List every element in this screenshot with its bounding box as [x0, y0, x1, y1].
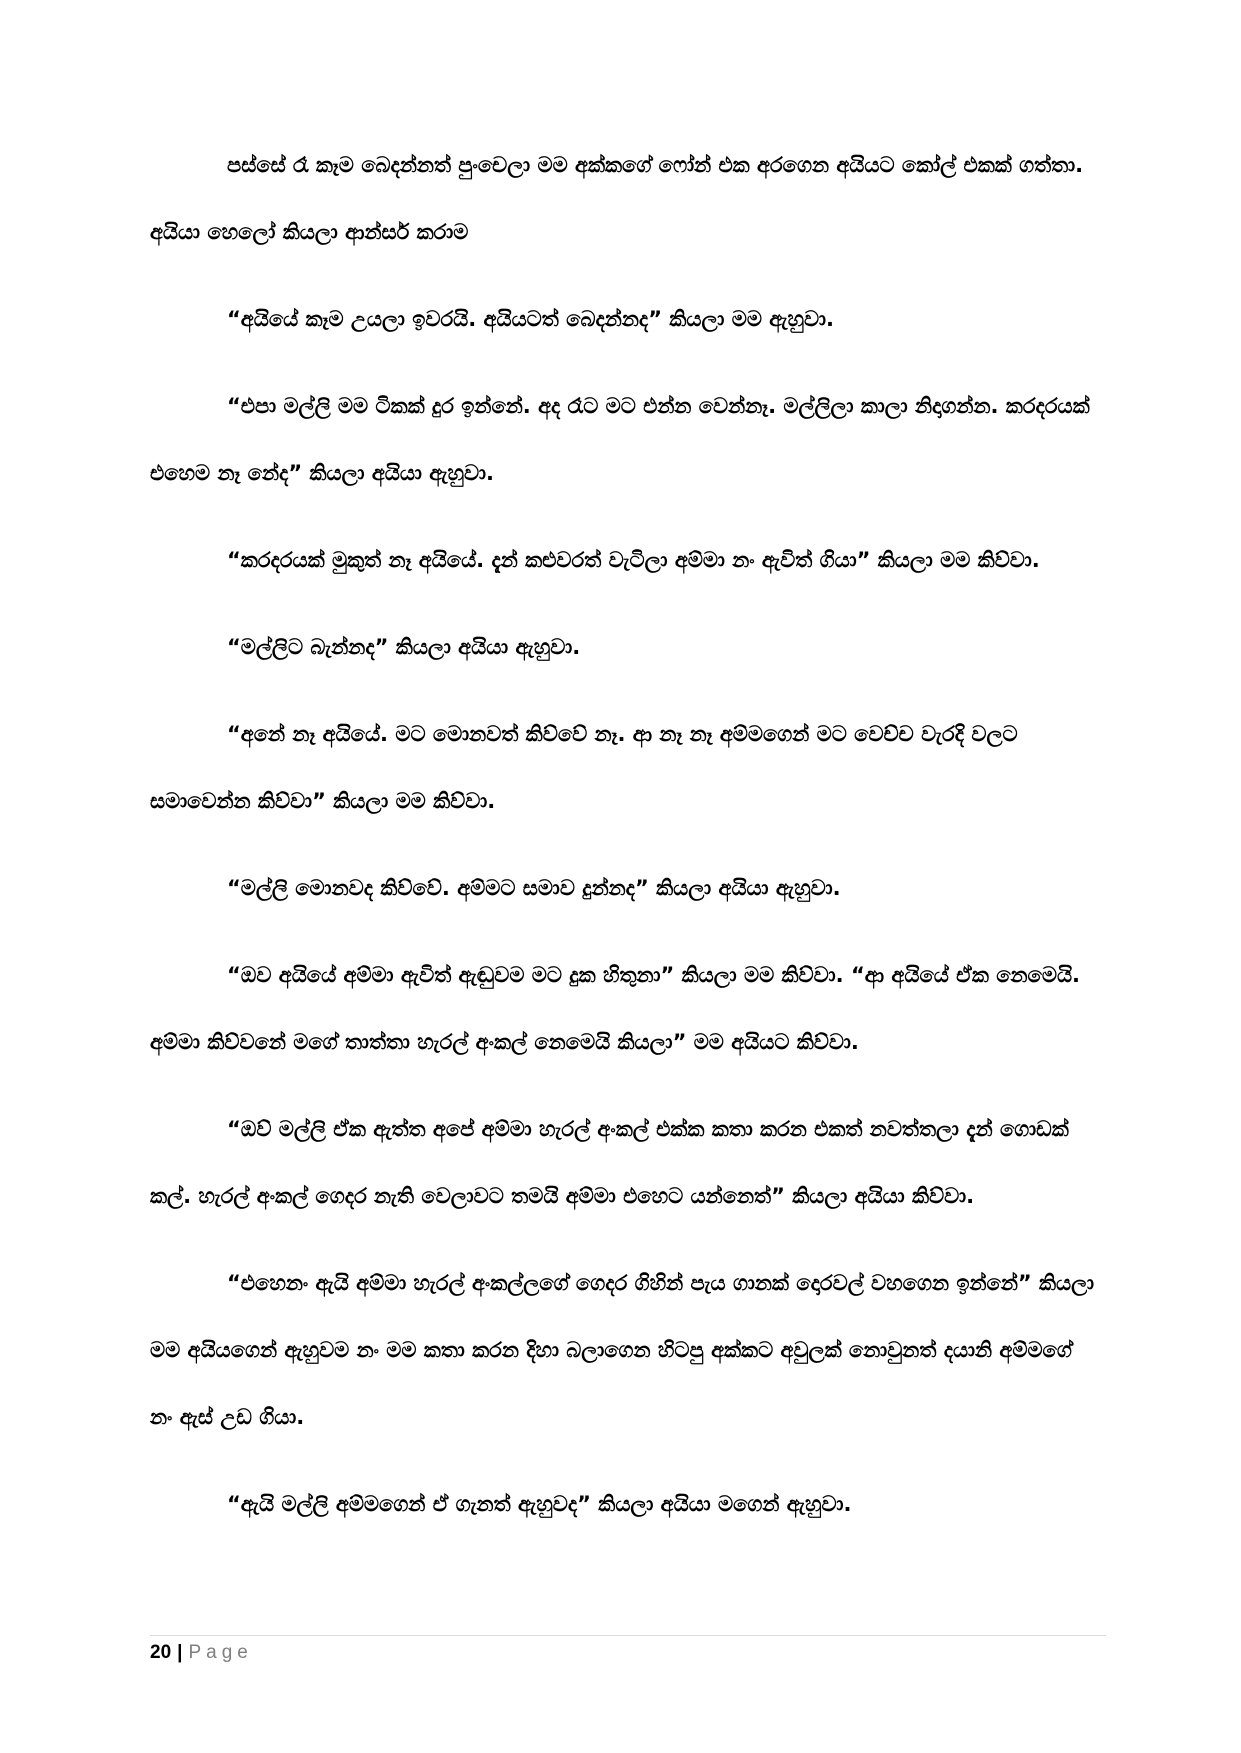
- page-footer: [150, 1640, 253, 1666]
- paragraph: “ඔව අයියේ අම්මා ඇවිත් ඇඬුවම මට දුක හිතුනා” කියලා මම කිව්වා. “ආ අයියේ ඒක නෙමෙයි. අම්මා කිව්වනේ මගේ තාත්තා හැරල් අංකල් නෙමෙයි කියලා” මම අයියට කිව්වා.: [150, 963, 1081, 1054]
- paragraph: “ඇයි මල්ලි අම්මගෙන් ඒ ගැනත් ඇහුවද” කියලා අයියා මගෙන් ඇහුවා.: [227, 1492, 852, 1516]
- footer-divider: [150, 1635, 1106, 1636]
- paragraph: “එපා මල්ලි මම ටිකක් දුර ඉන්නේ. අද රෑට මට එන්න වෙන්නෑ. මල්ලිලා කාලා නිදාගන්න. කරදරයක් එහෙම නෑ නේද” කියලා අයියා ඇහුවා.: [150, 394, 1090, 485]
- paragraph: “ඔව් මල්ලි ඒක ඇත්ත අපේ අම්මා හැරල් අංකල් එක්ක කතා කරන එකත් නවත්තලා දැන් ගොඩක් කල්. හැරල් අංකල් ගෙදර නැති වෙලාවට තමයි අම්මා එහෙට යන්නෙත්” කියලා අයියා කිව්වා.: [150, 1117, 1069, 1208]
- paragraph: “අයියේ කෑම උයලා ඉවරයි. අයියටත් බෙදන්නද” කියලා මම ඇහුවා.: [227, 307, 834, 331]
- footer-separator: |: [177, 1642, 183, 1663]
- paragraph: “එහෙනං ඇයි අම්මා හැරල් අංකල්ලගේ ගෙදර ගිහින් පැය ගානක් දොරවල් වහගෙන ඉන්නේ” කියලා මම අයියගෙන් ඇහුවම නං මම කතා කරන දිහා බලාගෙන හිටපු අක්කට අවුලක් නොවුනත් දයානි අම්මගේ නං ඇස් උඩ ගියා.: [150, 1271, 1095, 1429]
- body-text: [150, 132, 1096, 1558]
- page-label: Page: [188, 1642, 253, 1663]
- paragraph: “මල්ලිට බැන්නද” කියලා අයියා ඇහුවා.: [227, 635, 581, 659]
- paragraph: “කරදරයක් මුකුත් නෑ අයියේ. දැන් කළුවරත් වැටිලා අම්මා නං ඇවිත් ගියා” කියලා මම කිව්වා.: [227, 548, 1040, 572]
- page-number: 20: [150, 1642, 172, 1663]
- paragraph: “මල්ලි මොනවද කිව්වේ. අම්මට සමාව දුන්නද” කියලා අයියා ඇහුවා.: [227, 876, 841, 900]
- paragraph: “අනේ නෑ අයියේ. මට මොනවත් කිව්වේ නෑ. ආ නෑ නෑ අම්මගෙන් මට වෙච්ච වැරදි වලට සමාවෙන්න කිව්වා” කියලා මම කිව්වා.: [150, 722, 1018, 813]
- paragraph: පස්සේ රෑ කෑම බෙදන්නත් පුංචෙලා මම අක්කගේ ෆෝන් එක අරගෙන අයියට කෝල් එකක් ගත්තා. අයියා හෙලෝ කියලා ආන්සර් කරාම: [150, 153, 1084, 244]
